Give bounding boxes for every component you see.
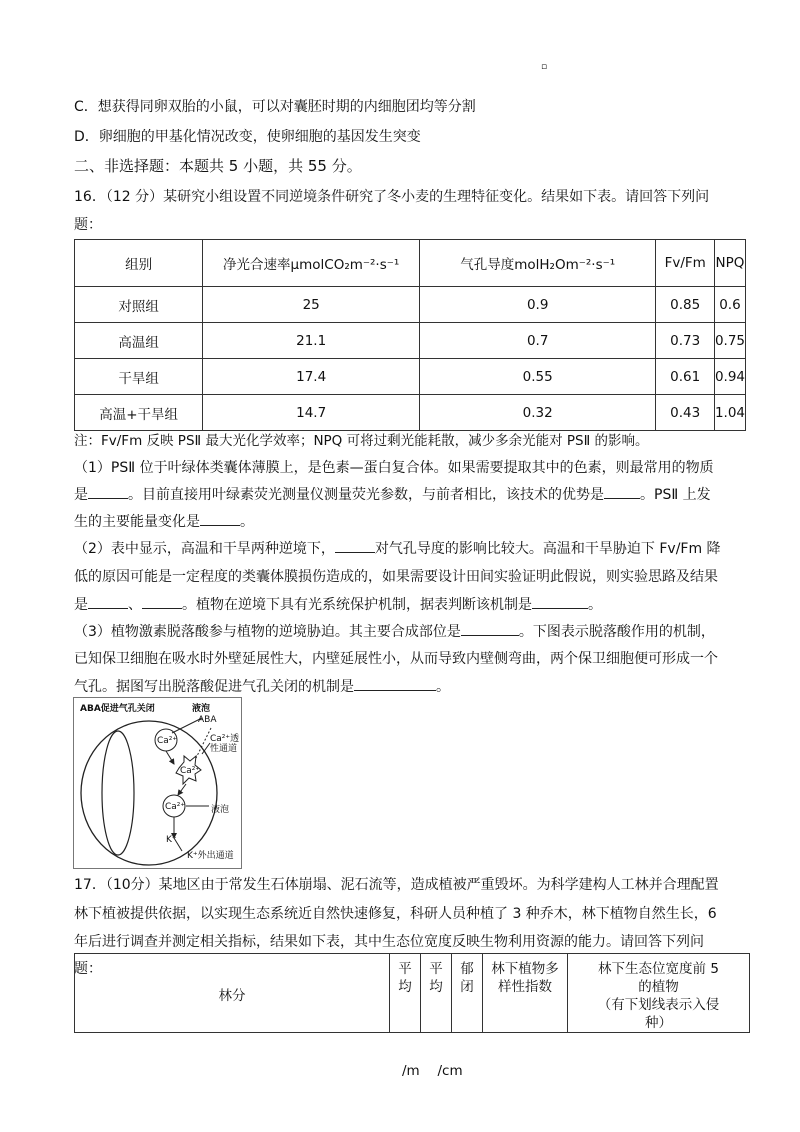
q16-3-line-2: 已知保卫细胞在吸水时外壁延展性大，内壁延展性小，从而导致内壁侧弯曲，两个保卫细胞便可形成一个	[74, 651, 718, 667]
top-mark: ▫	[541, 62, 548, 72]
table-cell: 0.85	[656, 287, 715, 323]
text: 。	[588, 597, 602, 613]
q17-table	[74, 953, 750, 1033]
answer-blank[interactable]	[604, 486, 640, 499]
aba-label: ABA	[198, 715, 217, 725]
table-cell: 0.43	[656, 395, 715, 431]
table-row	[75, 359, 746, 395]
header-cell: 林分	[75, 954, 390, 1033]
table-cell: 17.4	[203, 359, 420, 395]
text: 。PSⅡ 上发	[640, 487, 711, 503]
table-cell: 14.7	[203, 395, 420, 431]
header-cell: 林下生态位宽度前 5 的植物 （有下划线表示入侵 种）	[568, 954, 750, 1033]
option-d: D．卵细胞的甲基化情况改变，使卵细胞的基因发生突变	[74, 129, 421, 145]
header-cell: 净光合速率μmolCO₂m⁻²·s⁻¹	[203, 240, 420, 287]
text: 是	[74, 487, 88, 503]
table-cell: 高温+干旱组	[75, 395, 203, 431]
q16-1-line-3	[74, 511, 254, 531]
text: （3）植物激素脱落酸参与植物的逆境胁迫。其主要合成部位是	[74, 624, 461, 640]
table-cell: 25	[203, 287, 420, 323]
q16-3-line-3	[74, 676, 450, 696]
q17-line-1: 17．（10分）某地区由于常发生石体崩塌、泥石流等，造成植被严重毁坏。为科学建构人工林并合理配置	[74, 877, 719, 893]
text: （2）表中显示，高温和干旱两种逆境下，	[74, 541, 335, 557]
answer-blank[interactable]	[532, 596, 588, 609]
header-cell: NPQ	[714, 240, 745, 287]
table-cell: 高温组	[75, 323, 203, 359]
ca-ion-3: Ca²⁺	[165, 802, 186, 812]
table-note: 注：Fv/Fm 反映 PSⅡ 最大光化学效率；NPQ 可将过剩光能耗散，减少多余光能对 PSⅡ 的影响。	[74, 433, 649, 449]
q16-2-line-1	[74, 538, 721, 558]
table-cell: 0.32	[419, 395, 655, 431]
table-cell: 0.61	[656, 359, 715, 395]
diagram-title: ABA促进气孔关闭	[80, 704, 155, 714]
table-cell: 干旱组	[75, 359, 203, 395]
q16-line-2: 题：	[74, 217, 102, 233]
table-cell: 对照组	[75, 287, 203, 323]
table-cell: 0.94	[714, 359, 745, 395]
section-heading: 二、非选择题：本题共 5 小题，共 55 分。	[74, 157, 362, 175]
answer-blank[interactable]	[142, 596, 182, 609]
q17-line-2: 林下植被提供依据，以实现生态系统近自然快速修复，科研人员种植了 3 种乔木，林下植物自然生长，6	[74, 906, 717, 922]
table-cell: 21.1	[203, 323, 420, 359]
answer-blank[interactable]	[200, 513, 240, 526]
text: 、	[128, 597, 142, 613]
ca-ion-1: Ca²⁺	[157, 736, 178, 746]
ca-channel-label: Ca²⁺透 性通道	[210, 734, 240, 754]
q16-2-line-3	[74, 594, 602, 614]
text: 气孔。据图写出脱落酸促进气孔关闭的机制是	[74, 679, 354, 695]
table-row	[75, 395, 746, 431]
option-c: C．想获得同卵双胎的小鼠，可以对囊胚时期的内细胞团均等分割	[74, 99, 476, 115]
text: 。	[240, 514, 254, 530]
text: 。目前直接用叶绿素荧光测量仪测量荧光参数，与前者相比，该技术的优势是	[128, 487, 604, 503]
ca-ion-2: Ca²⁺	[180, 766, 201, 776]
answer-blank[interactable]	[335, 540, 375, 553]
header-cell: 平 均	[390, 954, 421, 1033]
text: 对气孔导度的影响比较大。高温和干旱胁迫下 Fv/Fm 降	[374, 541, 721, 557]
header-cell: 林下植物多 样性指数	[483, 954, 568, 1033]
table-cell: 0.7	[419, 323, 655, 359]
table-cell: 0.6	[714, 287, 745, 323]
q16-2-line-2: 低的原因可能是一定程度的类囊体膜损伤造成的，如果需要设计田间实验证明此假说，则实验思路及结果	[74, 569, 718, 585]
answer-blank[interactable]	[88, 486, 128, 499]
answer-blank[interactable]	[354, 678, 436, 691]
table-header-row	[75, 240, 746, 287]
vacuole-label-mid: 液泡	[211, 805, 230, 815]
table-cell: 0.75	[714, 323, 745, 359]
table-header-row	[75, 954, 750, 1033]
text: 。	[436, 679, 450, 695]
text: 生的主要能量变化是	[74, 514, 200, 530]
footer-units: /m /cm	[402, 1063, 463, 1079]
q16-line-1: 16．（12 分）某研究小组设置不同逆境条件研究了冬小麦的生理特征变化。结果如下表。请回答下列问	[74, 189, 710, 205]
text: 。植物在逆境下具有光系统保护机制，据表判断该机制是	[182, 597, 532, 613]
table-row	[75, 323, 746, 359]
table-row	[75, 287, 746, 323]
text: 是	[74, 597, 88, 613]
table-cell: 0.73	[656, 323, 715, 359]
header-cell: 组别	[75, 240, 203, 287]
q17-line-4: 题：	[74, 961, 102, 977]
text: 。下图表示脱落酸作用的机制，	[518, 624, 715, 640]
answer-blank[interactable]	[88, 596, 128, 609]
vacuole-label-top: 液泡	[192, 704, 211, 714]
q16-3-line-1	[74, 621, 715, 641]
table-cell: 0.9	[419, 287, 655, 323]
q16-1-line-2	[74, 484, 711, 504]
header-cell: Fv/Fm	[656, 240, 715, 287]
k-channel-label: K⁺外出通道	[187, 851, 234, 861]
table-cell: 1.04	[714, 395, 745, 431]
k-ion-label: K⁺	[166, 835, 177, 845]
header-cell: 郁 闭	[452, 954, 483, 1033]
q16-1-line-1: （1）PSⅡ 位于叶绿体类囊体薄膜上，是色素—蛋白复合体。如果需要提取其中的色素，则最常用的物质	[74, 460, 714, 476]
header-cell: 气孔导度molH₂Om⁻²·s⁻¹	[419, 240, 655, 287]
q17-line-3: 年后进行调查并测定相关指标，结果如下表，其中生态位宽度反映生物利用资源的能力。请回答下列问	[74, 934, 704, 950]
q16-table	[74, 239, 746, 431]
header-cell: 平 均	[421, 954, 452, 1033]
aba-diagram	[73, 697, 242, 869]
answer-blank[interactable]	[461, 623, 519, 636]
table-cell: 0.55	[419, 359, 655, 395]
